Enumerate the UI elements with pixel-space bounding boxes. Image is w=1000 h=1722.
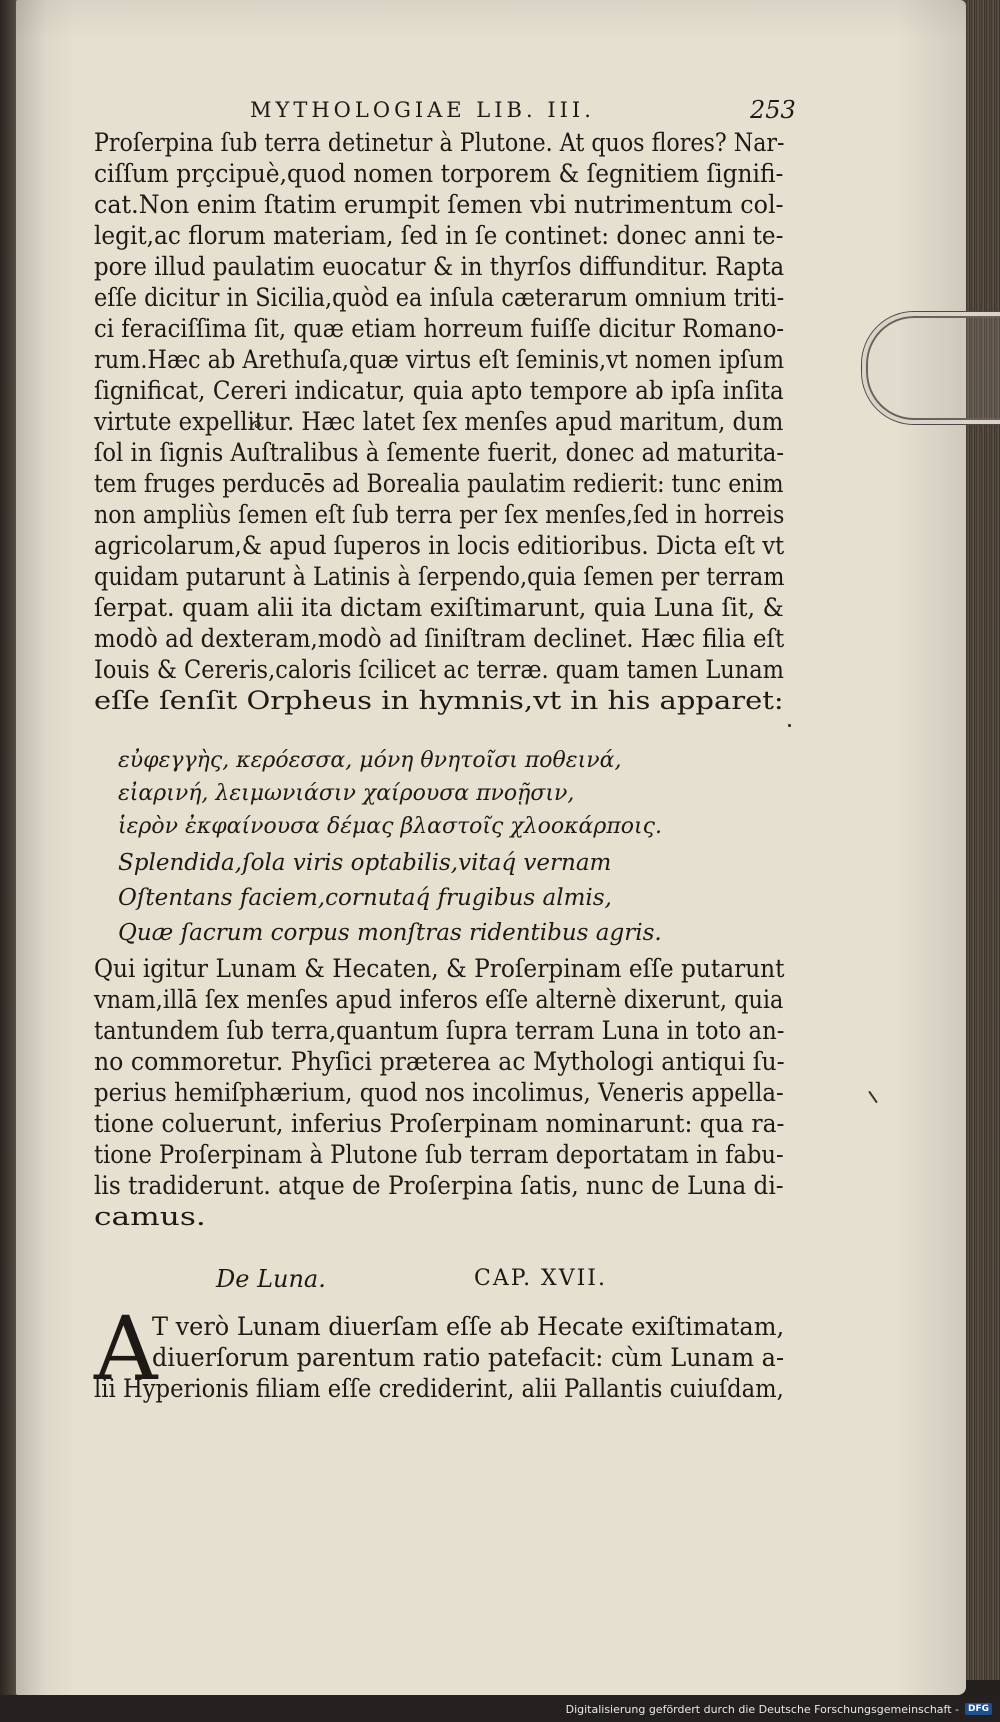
latin-verse-line: Oſtentans faciem,cornutaq́ frugibus almis,	[118, 885, 612, 911]
running-head-title: MYTHOLOGIAE LIB. III.	[250, 98, 595, 122]
text-line: agricolarum,& apud ſuperos in locis editioribus. Dicta eſt vt	[94, 531, 785, 560]
text-line: ciſſum prçcipuè,quod nomen torporem & ſegnitiem ſignifi-	[94, 159, 784, 188]
text-line: ſol in ſignis Auſtralibus à ſemente fuerit, donec ad maturita-	[94, 438, 785, 467]
text-line: lii Hyperionis filiam eſſe crediderint, alii Pallantis cuiuſdam,	[94, 1374, 784, 1403]
text-line: ci feraciſſima ſit, quæ etiam horreum fuiſſe dicitur Romano-	[94, 314, 785, 343]
text-line: virtute expellitur. Hæc latet ſex menſes apud maritum, dum	[94, 407, 784, 436]
credit-text: Digitalisierung gefördert durch die Deutsche Forschungsgemeinschaft -	[565, 1702, 959, 1716]
text-line: tem fruges perducēs ad Borealia paulatim redierit: tunc enim	[94, 469, 784, 498]
digitization-credit	[566, 1700, 992, 1718]
text-line: eſſe ſenſit Orpheus in hymnis,vt in his apparet:	[94, 686, 784, 715]
ink-mark-icon	[248, 415, 264, 433]
text-line: diuerſorum parentum ratio patefacit: cùm Lunam a-	[152, 1343, 785, 1372]
text-line: Qui igitur Lunam & Hecaten, & Proſerpinam eſſe putarunt	[94, 954, 785, 983]
text-line: Proſerpina ſub terra detinetur à Plutone. At quos flores? Nar-	[94, 128, 785, 157]
text-line: perius hemiſphærium, quod nos incolimus, Veneris appella-	[94, 1078, 784, 1107]
text-line: pore illud paulatim euocatur & in thyrſos diffunditur. Rapta	[94, 252, 785, 281]
text-line: no commoretur. Phyſici præterea ac Mythologi antiqui ſu-	[94, 1047, 785, 1076]
text-line: camus.	[94, 1202, 206, 1231]
text-line: Iouis & Cereris,caloris ſcilicet ac terræ. quam tamen Lunam	[94, 655, 785, 684]
text-line: vnam,illā ſex menſes apud inferos eſſe alternè dixerunt, quia	[94, 985, 784, 1014]
text-line: legit,ac florum materiam, ſed in ſe continet: donec anni te-	[94, 221, 784, 250]
drop-cap: A	[94, 1297, 158, 1400]
text-line: ſerpat. quam alii ita dictam exiſtimarunt, quia Luna ſit, &	[94, 593, 784, 622]
text-line: eſſe dicitur in Sicilia,quòd ea inſula cæterarum omnium triti-	[94, 283, 785, 312]
greek-verse-line: εἰαρινή, λειμωνιάσιν χαίρουσα πνοῇσιν,	[118, 781, 575, 806]
text-line: cat.Non enim ſtatim erumpit ſemen vbi nutrimentum col-	[94, 190, 784, 219]
text-line: tione coluerunt, inferius Proſerpinam nominarunt: qua ra-	[94, 1109, 785, 1138]
text-line: ſignificat, Cereri indicatur, quia apto tempore ab ipſa inſita	[94, 376, 784, 405]
chapter-title: De Luna.	[216, 1265, 326, 1293]
chapter-number: CAP. XVII.	[474, 1266, 607, 1291]
page-clip	[862, 312, 1000, 424]
greek-verse-line: ἱερὸν ἐκφαίνουσα δέμας βλαστοῖς χλοοκάρποις.	[118, 814, 662, 839]
text-line: non ampliùs ſemen eſt ſub terra per ſex menſes,ſed in horreis	[94, 500, 785, 529]
text-line: tione Proſerpinam à Plutone ſub terram deportatam in fabu-	[94, 1140, 784, 1169]
text-line: quidam putarunt à Latinis à ſerpendo,quia ſemen per terram	[94, 562, 785, 591]
dfg-logo: DFG	[965, 1703, 992, 1715]
page-number: 253	[750, 96, 796, 124]
text-line: tantundem ſub terra,quantum ſupra terram Luna in toto an-	[94, 1016, 785, 1045]
running-head	[100, 92, 796, 128]
text-line: lis tradiderunt. atque de Proſerpina ſatis, nunc de Luna di-	[94, 1171, 784, 1200]
text-line: modò ad dexteram,modò ad ſiniſtram declinet. Hæc filia eſt	[94, 624, 785, 653]
text-line: T verò Lunam diuerſam eſſe ab Hecate exiſtimatam,	[152, 1312, 785, 1341]
text-line: rum.Hæc ab Arethuſa,quæ virtus eſt ſeminis,vt nomen ipſum	[94, 345, 785, 374]
greek-verse-line: εὐφεγγὴς, κερόεσσα, μόνη θνητοῖσι ποθεινά,	[118, 748, 622, 773]
latin-verse-line: Quæ ſacrum corpus monſtras ridentibus agris.	[118, 920, 662, 946]
latin-verse-line: Splendida,ſola viris optabilis,vitaq́ vernam	[118, 850, 612, 876]
page-blemish	[788, 724, 791, 727]
